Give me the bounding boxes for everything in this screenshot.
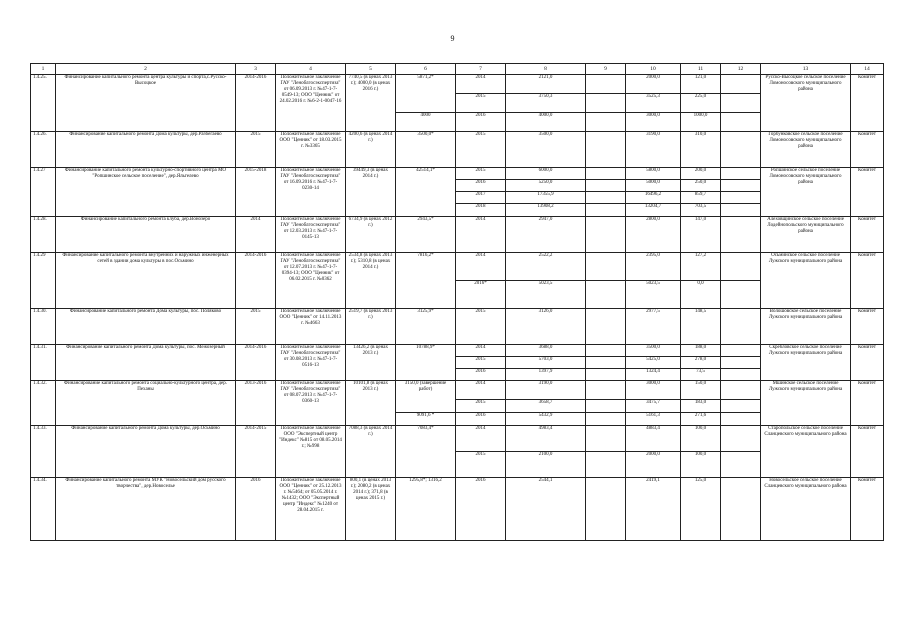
federal-amount (586, 400, 626, 413)
expert-document: Положительное заключение ГАУ "Леноблгосэкспертиза" от 30.08.2013 г. №47-1-7-0516-13 (276, 345, 346, 381)
header-cell: 7 (456, 64, 506, 75)
budget-recipient: Новосельское сельское поселение Сланцевского муниципального района (761, 478, 851, 541)
regional-amount: 2395,0 (626, 253, 681, 281)
total-amount: 2121,0 (506, 75, 586, 94)
period: 2016 (236, 478, 276, 541)
federal-amount (586, 180, 626, 192)
federal-amount (586, 204, 626, 217)
local-amount: 100,0 (681, 426, 721, 452)
local-amount: 225,0 (681, 94, 721, 113)
year: 2015 (456, 94, 506, 113)
row-number: 1.4.28. (31, 217, 56, 253)
other-amount (721, 426, 761, 452)
object-name: Финансирование капитального ремонта культурно-спортивного центра МО "Ропшинское сельское поселение", дер.Яльгелево (56, 168, 236, 217)
federal-amount (586, 281, 626, 309)
local-amount: 1000,0 (681, 113, 721, 132)
header-cell: 4 (276, 64, 346, 75)
total-amount: 2544,1 (506, 478, 586, 541)
responsible: Комитет (851, 478, 884, 541)
regional-amount: 5425,0 (626, 357, 681, 369)
budget-recipient: Осьминское сельское поселение Лужского муниципального района (761, 253, 851, 309)
regional-amount: 5000,0 (626, 180, 681, 192)
object-name: Финансирование капитального ремонта Дома культуры, пос. Межозерный (56, 345, 236, 381)
total-amount: 17355,9 (506, 192, 586, 204)
row-number: 1.4.31. (31, 345, 56, 381)
local-amount: 859,7 (681, 192, 721, 204)
expert-document: Положительное заключение ГАУ "Леноблгосэкспертиза" от 12.07.2013 г. №47-1-7-0394-13; ООО "Ценник" от 06.02.2015 г. №0362 (276, 253, 346, 309)
other-amount (721, 413, 761, 426)
federal-amount (586, 413, 626, 426)
table-row (31, 168, 884, 180)
total-amount: 3688,0 (506, 345, 586, 357)
other-amount (721, 217, 761, 253)
local-amount: 310,0 (681, 132, 721, 168)
budget-recipient: Ропшинское сельское поселение Ломоносовского муниципального района (761, 168, 851, 217)
other-amount (721, 180, 761, 192)
federal-amount (586, 309, 626, 345)
table-row (31, 253, 884, 281)
other-amount (721, 253, 761, 281)
year: 2017 (456, 192, 506, 204)
limit-value-extra: 4000 (396, 113, 456, 132)
other-amount (721, 357, 761, 369)
header-cell: 3 (236, 64, 276, 75)
budget-recipient: Алеховщинское сельское поселение Лодейнопольского муниципального района (761, 217, 851, 253)
other-amount (721, 478, 761, 541)
federal-amount (586, 132, 626, 168)
period: 2013-2016 (236, 381, 276, 426)
year: 2015 (456, 309, 506, 345)
responsible: Комитет (851, 345, 884, 381)
object-name: Финансирование капитального ремонта Дома культуры, дер.Осьмино (56, 426, 236, 478)
year: 2015 (456, 132, 506, 168)
row-number: 1.4.32. (31, 381, 56, 426)
budget-recipient: Скребловское сельское поселение Лужского муниципального района (761, 345, 851, 381)
estimated-cost: 10101,8 (в ценах 2013 г.) (346, 381, 396, 426)
federal-amount (586, 94, 626, 113)
total-amount: 4983,4 (506, 426, 586, 452)
total-amount: 3750,3 (506, 94, 586, 113)
federal-amount (586, 168, 626, 180)
regional-amount: 13204,7 (626, 204, 681, 217)
period: 2014-2015 (236, 426, 276, 478)
object-name: Финансирование капитального ремонта Дома культуры, дер.Разбегаево (56, 132, 236, 168)
local-amount: 127,2 (681, 253, 721, 281)
total-amount: 5432,9 (506, 413, 586, 426)
local-amount: 200,0 (681, 168, 721, 180)
expert-document: Положительное заключение ГАУ "Леноблгосэкспертиза" от 06.09.2013 г. №47-1-7-0549-13; ООО "Ценник" от 24.02.2016 г. №6-2-1-0047-16 (276, 75, 346, 132)
regional-amount: 3525,3 (626, 94, 681, 113)
regional-amount: 1324,4 (626, 369, 681, 381)
object-name: Финансирование капитального ремонта центра культуры и спорта,с.Русско-Высоцкое (56, 75, 236, 132)
table-header-row (31, 64, 884, 75)
regional-amount: 5161,3 (626, 413, 681, 426)
period: 2014 (236, 217, 276, 253)
year: 2015 (456, 400, 506, 413)
regional-amount: 5023,5 (626, 281, 681, 309)
total-amount: 2947,0 (506, 217, 586, 253)
year: 2014 (456, 345, 506, 357)
limit-value: 2943,5* (396, 217, 456, 253)
regional-amount: 3190,0 (626, 132, 681, 168)
total-amount: 5023,5 (506, 281, 586, 309)
expert-document: Положительное заключение ООО "Экспертный центр "Индекс" №815 от 08.05.2014 г.; №998 (276, 426, 346, 478)
regional-amount: 3475,7 (626, 400, 681, 413)
expert-document: Положительное заключение ООО "Ценник" от 25.12.2013 г. №5464; от 05.05.2014 г. №1432; ООО "Экспертный центр "Индекс" №1240 от 28.04.2015 г. (276, 478, 346, 541)
total-amount: 3500,0 (506, 132, 586, 168)
estimated-cost: 6734,9 (в ценах 2012 г.) (346, 217, 396, 253)
header-cell: 9 (586, 64, 626, 75)
other-amount (721, 132, 761, 168)
local-amount: 100,0 (681, 452, 721, 478)
other-amount (721, 94, 761, 113)
row-number: 1.4.27 (31, 168, 56, 217)
responsible: Комитет (851, 309, 884, 345)
estimated-cost: 4200,6 (в ценах 2014 г.) (346, 132, 396, 168)
year: 2016 (456, 180, 506, 192)
budget-recipient: Старопольское сельское поселение Сланцевского муниципального района (761, 426, 851, 478)
total-amount: 1397,9 (506, 369, 586, 381)
year: 2014 (456, 75, 506, 94)
year: 2016 (456, 369, 506, 381)
page-number: 9 (450, 34, 455, 43)
responsible: Комитет (851, 168, 884, 217)
local-amount: 250,0 (681, 180, 721, 192)
row-number: 1.4.33. (31, 426, 56, 478)
total-amount: 5703,0 (506, 357, 586, 369)
estimated-cost: 13426,2 (в ценах 2013 г.) (346, 345, 396, 381)
regional-amount: 4883,4 (626, 426, 681, 452)
period: 2015 (236, 309, 276, 345)
expert-document: Положительное заключение ГАУ "Леноблгосэкспертиза" от 12.03.2013 г. №47-1-7-0145-13 (276, 217, 346, 253)
local-amount: 73,5 (681, 369, 721, 381)
federal-amount (586, 113, 626, 132)
limit-value: 7083,4* (396, 426, 456, 478)
responsible: Комитет (851, 217, 884, 253)
period: 2014-2016 (236, 75, 276, 132)
limit-value: 42514,1* (396, 168, 456, 217)
limit-value: 1295,8*; 1316,2 (396, 478, 456, 541)
year: 2014 (456, 381, 506, 400)
estimated-cost: 39449,3 (в ценах 2014 г.) (346, 168, 396, 217)
other-amount (721, 113, 761, 132)
header-cell: 6 (396, 64, 456, 75)
responsible: Комитет (851, 426, 884, 478)
year: 2018 (456, 204, 506, 217)
responsible: Комитет (851, 253, 884, 309)
table-row (31, 478, 884, 541)
federal-amount (586, 345, 626, 357)
header-cell: 2 (56, 64, 236, 75)
budget-recipient: Волошовское сельское поселение Лужского муниципального района (761, 309, 851, 345)
limit-value: 5871,2* (396, 75, 456, 113)
year: 2016 (456, 413, 506, 426)
total-amount: 2100,0 (506, 452, 586, 478)
local-amount: 125,0 (681, 478, 721, 541)
regional-amount: 5800,0 (626, 168, 681, 180)
other-amount (721, 281, 761, 309)
header-cell: 12 (721, 64, 761, 75)
object-name: Финансирование капитального ремонта МУК "Новосельский дом русского творчества", дер.Новоселье (56, 478, 236, 541)
federal-amount (586, 253, 626, 281)
responsible: Комитет (851, 132, 884, 168)
total-amount: 5250,0 (506, 180, 586, 192)
row-number: 1.4.26. (31, 132, 56, 168)
year: 2015 (456, 357, 506, 369)
budget-recipient: Русско-Высоцкое сельское поселение Ломоносовского муниципального района (761, 75, 851, 132)
local-amount: 150,0 (681, 381, 721, 400)
estimated-cost: 7088,3 (в ценах 2014 г.) (346, 426, 396, 478)
regional-amount: 2000,0 (626, 75, 681, 94)
total-amount: 13908,2 (506, 204, 586, 217)
limit-value: 3500,0* (396, 132, 456, 168)
total-amount: 4000,0 (506, 113, 586, 132)
limit-value: 3125,9* (396, 309, 456, 345)
other-amount (721, 345, 761, 357)
federal-amount (586, 75, 626, 94)
local-amount: 188,0 (681, 345, 721, 357)
budget-recipient: Горбунковское сельское поселение Ломоносовского муниципального района (761, 132, 851, 168)
regional-amount: 2800,0 (626, 217, 681, 253)
regional-amount: 2977,5 (626, 309, 681, 345)
federal-amount (586, 478, 626, 541)
federal-amount (586, 452, 626, 478)
limit-value: 7816,2* (396, 253, 456, 309)
header-cell: 14 (851, 64, 884, 75)
regional-amount: 3000,0 (626, 113, 681, 132)
total-amount: 3126,0 (506, 309, 586, 345)
row-number: 1.4.25. (31, 75, 56, 132)
object-name: Финансирование капитального ремонта социально-культурного центра, дер. Пеханы (56, 381, 236, 426)
table-row (31, 75, 884, 94)
local-amount: 278,0 (681, 357, 721, 369)
responsible: Комитет (851, 75, 884, 132)
other-amount (721, 452, 761, 478)
estimated-cost: 800,1 (в ценах 2013 г.); 2080,2 (в ценах 2014 г.); 371,8 (в ценах 2015 г.) (346, 478, 396, 541)
other-amount (721, 309, 761, 345)
regional-amount: 3000,0 (626, 381, 681, 400)
table-row (31, 381, 884, 400)
object-name: Финансирование капитального ремонта Дома культуры, пос. Поляково (56, 309, 236, 345)
federal-amount (586, 426, 626, 452)
total-amount: 6000,0 (506, 168, 586, 180)
expert-document: Положительное заключение ГАУ "Леноблгосэкспертиза" от 08.07.2013 г. №47-1-7-0360-13 (276, 381, 346, 426)
other-amount (721, 204, 761, 217)
total-amount: 3190,0 (506, 381, 586, 400)
total-amount: 3658,7 (506, 400, 586, 413)
other-amount (721, 400, 761, 413)
year: 2016 (456, 478, 506, 541)
header-cell: 8 (506, 64, 586, 75)
other-amount (721, 168, 761, 180)
local-amount: 147,0 (681, 217, 721, 253)
expert-document: Положительное заключение ГАУ "Леноблгосэкспертиза" от 16.09.2016 г. №47-1-7-0230-14 (276, 168, 346, 217)
regional-amount: 2000,0 (626, 452, 681, 478)
row-number: 1.4.30. (31, 309, 56, 345)
period: 2015 (236, 132, 276, 168)
table-row (31, 309, 884, 345)
local-amount: 0,0 (681, 281, 721, 309)
other-amount (721, 75, 761, 94)
federal-amount (586, 381, 626, 400)
regional-amount: 3500,0 (626, 345, 681, 357)
regional-amount: 16496,2 (626, 192, 681, 204)
period: 2015-2018 (236, 168, 276, 217)
limit-value: 3150,0 (завершение работ) (396, 381, 456, 413)
year: 2016 (456, 113, 506, 132)
header-cell: 13 (761, 64, 851, 75)
federal-amount (586, 357, 626, 369)
local-amount: 183,0 (681, 400, 721, 413)
header-cell: 10 (626, 64, 681, 75)
period: 2014-2016 (236, 345, 276, 381)
year: 2016* (456, 281, 506, 309)
table-row (31, 426, 884, 452)
federal-amount (586, 192, 626, 204)
object-name: Финансирование капитального ремонта клуба, дер.Вонозеро (56, 217, 236, 253)
header-cell: 11 (681, 64, 721, 75)
limit-value: 10788,9* (396, 345, 456, 381)
object-name: Финансирование капитального ремонта внутренних и наружных инженерных сетей в здании дома культуры в пос.Осьмино (56, 253, 236, 309)
local-amount: 121,0 (681, 75, 721, 94)
table-row (31, 132, 884, 168)
responsible: Комитет (851, 381, 884, 426)
federal-amount (586, 369, 626, 381)
expert-document: Положительное заключение ООО "Ценник" от 18.03.2015 г. №3365 (276, 132, 346, 168)
year: 2014 (456, 426, 506, 452)
estimated-cost: 7740,5 (в ценах 2013 г.); 4000,0 (в ценах 2016 г.) (346, 75, 396, 132)
header-cell: 1 (31, 64, 56, 75)
table-row (31, 217, 884, 253)
row-number: 1.4.29 (31, 253, 56, 309)
row-number: 1.4.34. (31, 478, 56, 541)
other-amount (721, 369, 761, 381)
estimated-cost: 2519,7 (в ценах 2013 г.) (346, 309, 396, 345)
federal-amount (586, 217, 626, 253)
budget-recipient: Мшинское сельское поселение Лужского муниципального района (761, 381, 851, 426)
other-amount (721, 192, 761, 204)
estimated-cost: 2534,8 (в ценах 2013 г.); 5310,8 (в ценах 2014 г.) (346, 253, 396, 309)
year: 2015 (456, 168, 506, 180)
year: 2014 (456, 217, 506, 253)
period: 2014-2016 (236, 253, 276, 309)
year: 2014 (456, 253, 506, 281)
program-table (30, 63, 884, 541)
header-cell: 5 (346, 64, 396, 75)
year: 2015 (456, 452, 506, 478)
expert-document: Положительное заключение ООО "Ценник" от 14.11.2013 г. №4663 (276, 309, 346, 345)
regional-amount: 2419,1 (626, 478, 681, 541)
total-amount: 2522,2 (506, 253, 586, 281)
local-amount: 703,5 (681, 204, 721, 217)
local-amount: 271,6 (681, 413, 721, 426)
limit-value-extra: 9091,6 * (396, 413, 456, 426)
local-amount: 148,5 (681, 309, 721, 345)
table-row (31, 345, 884, 357)
other-amount (721, 381, 761, 400)
